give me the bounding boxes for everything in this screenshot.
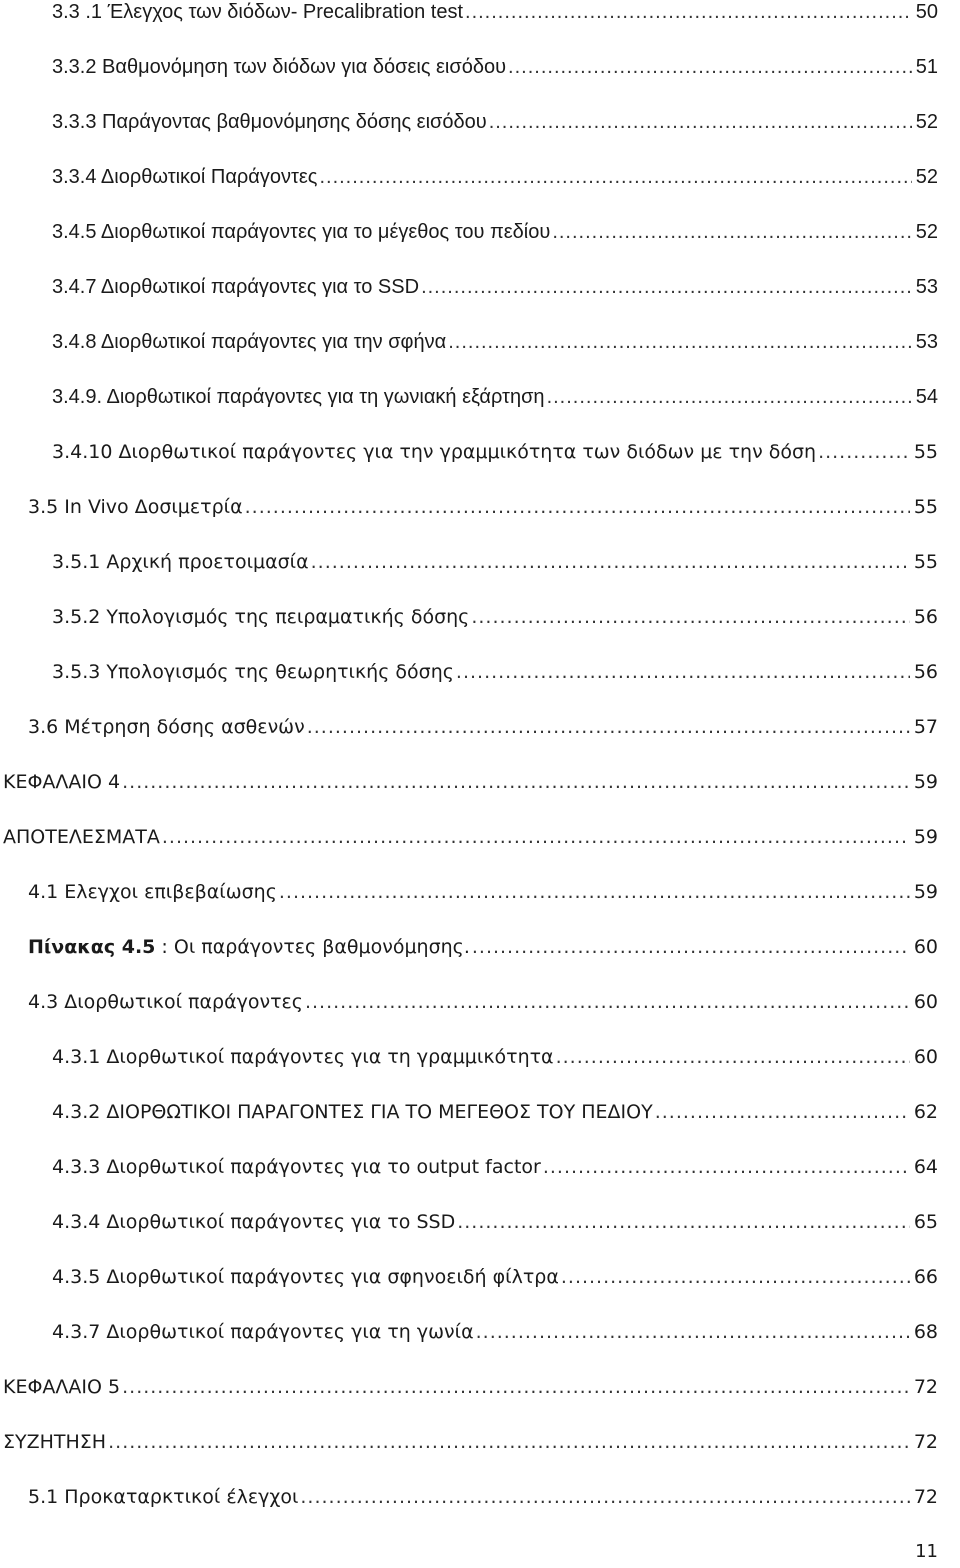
toc-entry-title: 3.4.5 Διορθωτικοί παράγοντες για το μέγεθος του πεδίου [52, 221, 551, 243]
toc-leader [456, 657, 910, 687]
toc-leader [307, 712, 910, 742]
toc-entry[interactable] [52, 1262, 938, 1292]
toc-entry-page: 59 [913, 881, 938, 903]
toc-entry-title: 4.3.1 Διορθωτικοί παράγοντες για τη γραμμικότητα [52, 1046, 554, 1068]
toc-entry[interactable] [3, 767, 938, 797]
toc-entry-title: ΚΕΦΑΛΑΙΟ 5 [3, 1376, 121, 1398]
toc-entry-page: 62 [913, 1101, 938, 1123]
toc-entry-page: 52 [915, 166, 938, 188]
toc-entry-page: 52 [915, 111, 938, 133]
toc-entry[interactable] [28, 1482, 938, 1512]
toc-entry-page: 53 [915, 331, 938, 353]
toc-entry[interactable] [52, 107, 938, 137]
toc-entry-title: 4.3.7 Διορθωτικοί παράγοντες για τη γωνία [52, 1321, 474, 1343]
toc-leader [471, 602, 909, 632]
toc-entry-title [28, 932, 470, 962]
toc-entry-page: 72 [913, 1486, 938, 1508]
toc-entry[interactable] [28, 492, 938, 522]
toc-entry-page: 53 [915, 276, 938, 298]
toc-entry[interactable] [52, 1317, 938, 1347]
toc-entry-title: 3.3 .1 Έλεγχος των διόδων- Precalibration test [52, 1, 464, 23]
toc-entry-title-rest: : Οι παράγοντες βαθμονόμησης. [155, 936, 470, 958]
toc-leader [476, 1317, 910, 1347]
toc-entry[interactable] [52, 547, 938, 577]
toc-entry-title: ΣΥΖΗΤΗΣΗ [3, 1431, 107, 1453]
toc-entry-page: 72 [913, 1376, 938, 1398]
toc-entry[interactable] [52, 602, 938, 632]
toc-entry[interactable] [3, 822, 938, 852]
toc-leader [122, 1372, 910, 1402]
toc-leader [472, 932, 910, 962]
toc-entry[interactable] [3, 1427, 938, 1457]
toc-leader [448, 327, 912, 357]
toc-entry-title: 3.4.8 Διορθωτικοί παράγοντες για την σφήνα [52, 331, 447, 353]
toc-entry[interactable] [52, 0, 938, 27]
toc-entry-page: 51 [915, 56, 938, 78]
toc-entry-title: 3.4.10 Διορθωτικοί παράγοντες για την γραμμικότητα των διόδων με την δόση [52, 441, 817, 463]
toc-leader [245, 492, 910, 522]
toc-leader [108, 1427, 910, 1457]
toc-entry[interactable] [52, 52, 938, 82]
toc-entry-page: 50 [915, 1, 938, 23]
toc-entry-page: 52 [915, 221, 938, 243]
toc-entry-title: 3.3.2 Βαθμονόμηση των διόδων για δόσεις εισόδου [52, 56, 507, 78]
toc-entry[interactable] [52, 382, 938, 412]
toc-leader [300, 1482, 909, 1512]
toc-leader [457, 1207, 910, 1237]
toc-entry-title: 4.3.2 ΔΙΟΡΘΩΤΙΚΟΙ ΠΑΡΑΓΟΝΤΕΣ ΓΙΑ ΤΟ ΜΕΓΕΘΟΣ ΤΟΥ ΠΕΔΙΟΥ [52, 1101, 653, 1123]
toc-entry-page: 57 [913, 716, 938, 738]
toc-leader [319, 162, 911, 192]
toc-entry-page: 59 [913, 771, 938, 793]
toc-entry-title: 4.3.3 Διορθωτικοί παράγοντες για το output factor [52, 1156, 541, 1178]
toc-leader [561, 1262, 910, 1292]
toc-entry-page: 55 [913, 441, 938, 463]
toc-leader [311, 547, 910, 577]
toc-leader [489, 107, 912, 137]
toc-entry-title: 3.6 Μέτρηση δόσης ασθενών [28, 716, 305, 738]
toc-entry-page: 60 [913, 936, 938, 958]
toc-entry-page: 59 [913, 826, 938, 848]
toc-leader [655, 1097, 910, 1127]
toc-entry-title: 3.3.4 Διορθωτικοί Παράγοντες [52, 166, 318, 188]
toc-entry-title: 3.4.9. Διορθωτικοί παράγοντες για τη γωνιακή εξάρτηση [52, 386, 545, 408]
toc-leader [556, 1042, 910, 1072]
toc-entry[interactable] [52, 1152, 938, 1182]
toc-entry[interactable] [52, 327, 938, 357]
toc-entry[interactable] [52, 162, 938, 192]
toc-entry[interactable] [52, 217, 938, 247]
toc-entry[interactable] [52, 272, 938, 302]
toc-entry[interactable] [52, 657, 938, 687]
toc-leader [465, 0, 912, 27]
toc-entry-page: 65 [913, 1211, 938, 1233]
toc-leader [818, 437, 910, 467]
toc-entry-page: 66 [913, 1266, 938, 1288]
toc-leader [279, 877, 910, 907]
toc-entry[interactable] [52, 437, 938, 467]
toc-entry-page: 56 [913, 661, 938, 683]
page-number: 11 [915, 1541, 938, 1562]
toc-leader [552, 217, 911, 247]
toc-leader [122, 767, 910, 797]
toc-entry[interactable] [28, 712, 938, 742]
toc-entry-title: ΚΕΦΑΛΑΙΟ 4 [3, 771, 121, 793]
toc-entry[interactable] [28, 932, 938, 962]
toc-entry-page: 72 [913, 1431, 938, 1453]
toc-entry-title: ΑΠΟΤΕΛΕΣΜΑΤΑ [3, 826, 160, 848]
toc-entry-title: 3.5.3 Υπολογισμός της θεωρητικής δόσης [52, 661, 454, 683]
toc-entry[interactable] [28, 877, 938, 907]
toc-entry-title: 3.3.3 Παράγοντας βαθμονόμησης δόσης εισόδου [52, 111, 487, 133]
toc-entry[interactable] [3, 1372, 938, 1402]
toc-entry-title: 4.1 Ελεγχοι επιβεβαίωσης [28, 881, 277, 903]
toc-entry-title: 3.5 In Vivo Δοσιμετρία [28, 496, 243, 518]
toc-entry-page: 54 [915, 386, 938, 408]
toc-entry-page: 68 [913, 1321, 938, 1343]
toc-entry[interactable] [52, 1097, 938, 1127]
toc-entry[interactable] [52, 1042, 938, 1072]
toc-entry-page: 60 [913, 991, 938, 1013]
toc-entry-title-bold: Πίνακας 4.5 [28, 936, 156, 958]
toc-entry[interactable] [28, 987, 938, 1017]
toc-leader [547, 382, 912, 412]
toc-entry-title: 4.3 Διορθωτικοί παράγοντες [28, 991, 303, 1013]
toc-entry-title: 3.5.1 Αρχική προετοιμασία [52, 551, 309, 573]
toc-entry-page: 56 [913, 606, 938, 628]
toc-entry-page: 60 [913, 1046, 938, 1068]
toc-leader [421, 272, 912, 302]
toc-entry-title: 5.1 Προκαταρκτικοί έλεγχοι [28, 1486, 299, 1508]
toc-entry-title: 4.3.5 Διορθωτικοί παράγοντες για σφηνοειδή φίλτρα [52, 1266, 559, 1288]
toc-leader [543, 1152, 910, 1182]
toc-entry-page: 55 [913, 496, 938, 518]
toc-leader [508, 52, 912, 82]
toc-entry-title: 3.5.2 Υπολογισμός της πειραματικής δόσης [52, 606, 470, 628]
toc-entry-title: 3.4.7 Διορθωτικοί παράγοντες για το SSD [52, 276, 420, 298]
toc-entry-title: 4.3.4 Διορθωτικοί παράγοντες για το SSD [52, 1211, 456, 1233]
toc-leader [305, 987, 910, 1017]
toc-entry-page: 55 [913, 551, 938, 573]
toc-entry-page: 64 [913, 1156, 938, 1178]
toc-entry[interactable] [52, 1207, 938, 1237]
toc-leader [162, 822, 910, 852]
